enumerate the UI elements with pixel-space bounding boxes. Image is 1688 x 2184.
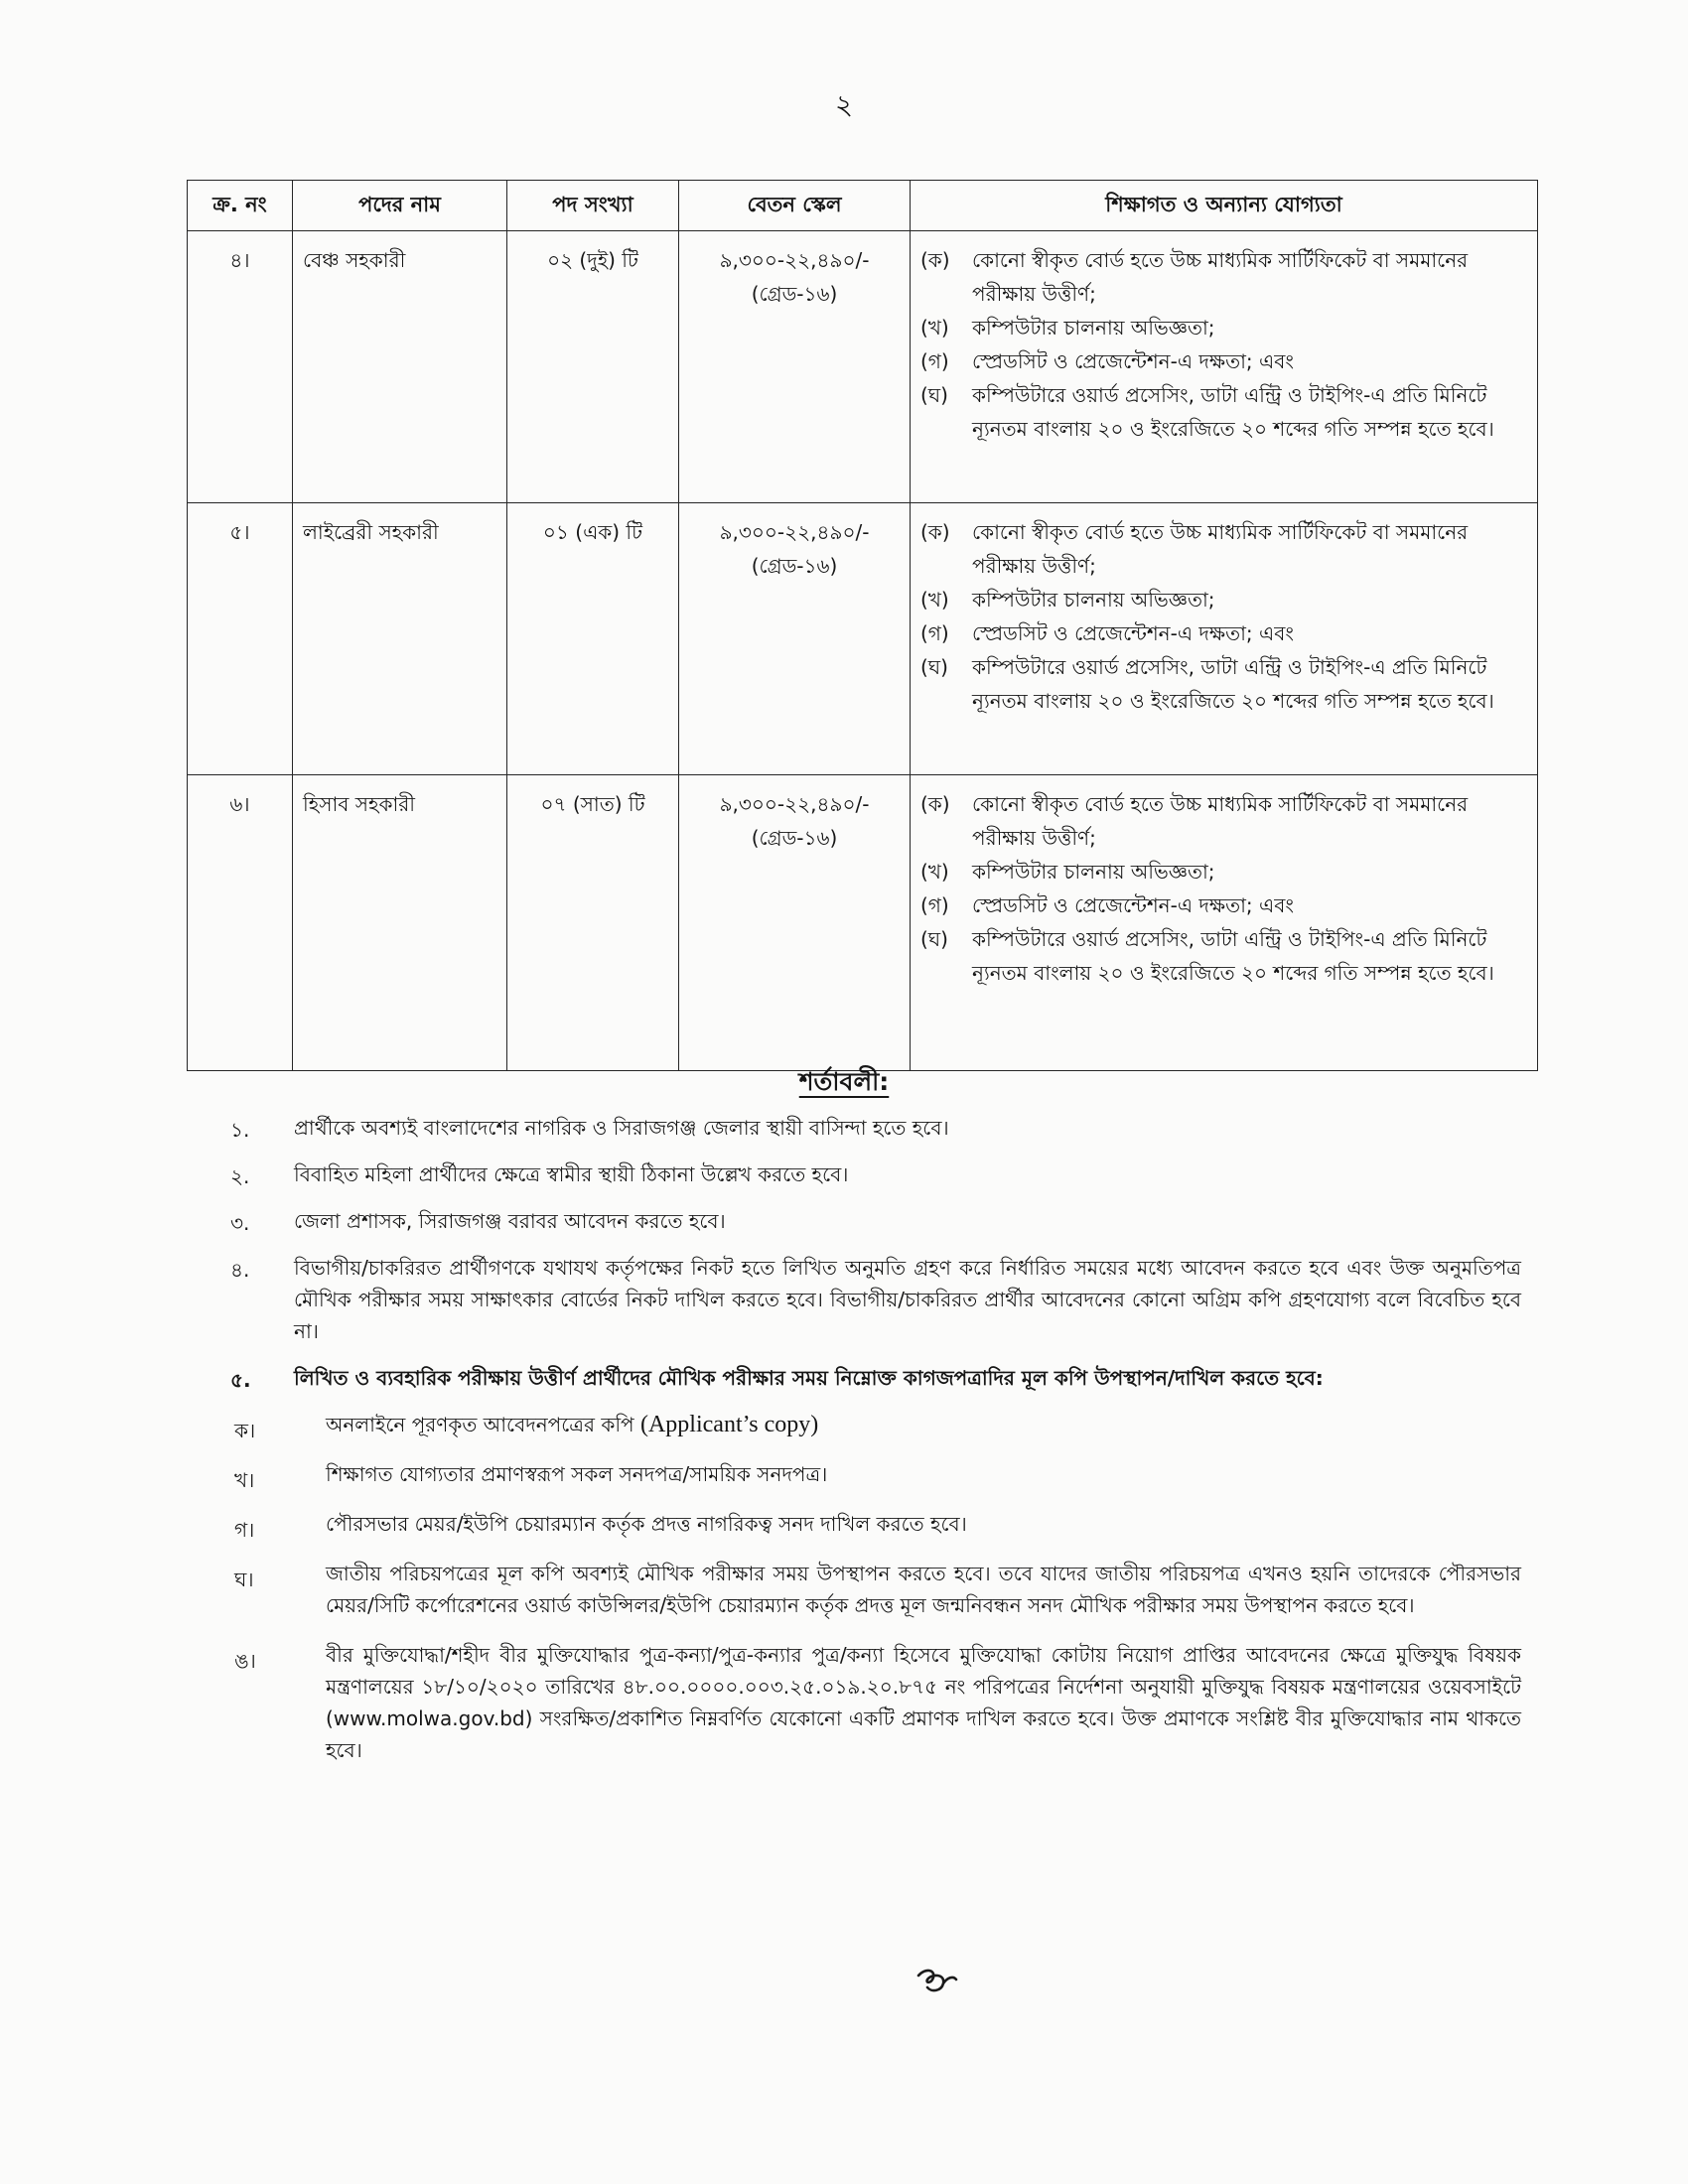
- table-row: [188, 231, 1538, 503]
- condition-item: [230, 1252, 1521, 1347]
- cell-serial: ৪।: [188, 231, 293, 503]
- qualification-mark: (ক): [920, 248, 950, 272]
- cell-post-name: বেঞ্চ সহকারী: [293, 231, 507, 503]
- qualification-text: স্প্রেডসিট ও প্রেজেন্টেশন-এ দক্ষতা; এবং: [972, 621, 1294, 645]
- qualification-text: কোনো স্বীকৃত বোর্ড হতে উচ্চ মাধ্যমিক সার্টিফিকেট বা সমমানের পরীক্ষায় উত্তীর্ণ;: [972, 520, 1469, 578]
- qualification-mark: (খ): [920, 588, 949, 612]
- condition-number: ২.: [230, 1164, 250, 1188]
- cell-pay-scale: [679, 503, 911, 775]
- qualification-text: কম্পিউটার চালনায় অভিজ্ঞতা;: [972, 588, 1215, 612]
- qualification-text: কোনো স্বীকৃত বোর্ড হতে উচ্চ মাধ্যমিক সার্টিফিকেট বা সমমানের পরীক্ষায় উত্তীর্ণ;: [972, 792, 1469, 850]
- table-row: [188, 503, 1538, 775]
- pay-scale-range: ৯,৩০০-২২,৪৯০/-: [719, 520, 870, 544]
- qualification-item: [920, 378, 1527, 446]
- condition-text: জেলা প্রশাসক, সিরাজগঞ্জ বরাবর আবেদন করতে হবে।: [294, 1209, 726, 1233]
- qualification-mark: (গ): [920, 893, 949, 917]
- cell-post-name: হিসাব সহকারী: [293, 775, 507, 1071]
- cell-qualification: [911, 231, 1538, 503]
- qualification-text: কোনো স্বীকৃত বোর্ড হতে উচ্চ মাধ্যমিক সার্টিফিকেট বা সমমানের পরীক্ষায় উত্তীর্ণ;: [972, 248, 1469, 306]
- qualification-text: স্প্রেডসিট ও প্রেজেন্টেশন-এ দক্ষতা; এবং: [972, 349, 1294, 373]
- document-text: শিক্ষাগত যোগ্যতার প্রমাণস্বরূপ সকল সনদপত্র/সাময়িক সনদপত্র।: [326, 1462, 828, 1486]
- pay-scale-range: ৯,৩০০-২২,৪৯০/-: [719, 248, 870, 272]
- condition-text: প্রার্থীকে অবশ্যই বাংলাদেশের নাগরিক ও সিরাজগঞ্জ জেলার স্থায়ী বাসিন্দা হতে হবে।: [294, 1116, 949, 1140]
- qualification-text: কম্পিউটার চালনায় অভিজ্ঞতা;: [972, 316, 1215, 340]
- qualification-item: [920, 243, 1527, 311]
- cell-qualification: [911, 503, 1538, 775]
- pay-grade: (গ্রেড-১৬): [751, 826, 838, 850]
- qualification-list: [920, 515, 1527, 718]
- condition-item: [230, 1362, 1521, 1394]
- qualification-item: [920, 616, 1527, 650]
- condition-item: [230, 1205, 1521, 1237]
- document-text: জাতীয় পরিচয়পত্রের মূল কপি অবশ্যই মৌখিক পরীক্ষার সময় উপস্থাপন করতে হবে। তবে যাদের জাতীয় পরিচয়পত্র এখনও হয়নি তাদেরকে পৌরসভার মেয়র/সিটি কর্পোরেশনের ওয়ার্ড কাউন্সিলর/ইউপি চেয়ারম্যান কর্তৃক প্রদত্ত মূল জন্মনিবন্ধন সনদ মৌখিক পরীক্ষার সময় উপস্থাপন করতে হবে।: [326, 1562, 1521, 1617]
- pay-scale-range: ৯,৩০০-২২,৪৯০/-: [719, 792, 870, 816]
- document-item: [230, 1508, 1521, 1540]
- document-letter: ঘ।: [234, 1568, 254, 1591]
- header-qualification: শিক্ষাগত ও অন্যান্য যোগ্যতা: [911, 181, 1538, 231]
- conditions-list: [230, 1112, 1521, 1784]
- header-pay-scale: বেতন স্কেল: [679, 181, 911, 231]
- qualification-item: [920, 888, 1527, 922]
- conditions-heading: শর্তাবলী:: [798, 1067, 890, 1096]
- document-text: বীর মুক্তিযোদ্ধা/শহীদ বীর মুক্তিযোদ্ধার পুত্র-কন্যা/পুত্র-কন্যার পুত্র/কন্যা হিসেবে মুক্তিযোদ্ধা কোটায় নিয়োগ প্রাপ্তির আবেদনের ক্ষেত্রে মুক্তিযুদ্ধ বিষয়ক মন্ত্রণালয়ের ১৮/১০/২০২০ তারিখের ৪৮.০০.০০০০.০০৩.২৫.০১৯.২০.৮৭৫ নং পরিপত্রের নির্দেশনা অনুযায়ী মুক্তিযুদ্ধ বিষয়ক মন্ত্রণালয়ের ওয়েবসাইটে (www.molwa.gov.bd) সংরক্ষিত/প্রকাশিত নিম্নবর্ণিত যেকোনো একটি প্রমাণক দাখিল করতে হবে। উক্ত প্রমাণকে সংশ্লিষ্ট বীর মুক্তিযোদ্ধার নাম থাকতে হবে।: [326, 1643, 1522, 1762]
- condition-number: ১.: [230, 1118, 250, 1142]
- document-item: [230, 1639, 1521, 1766]
- qualification-item: [920, 787, 1527, 855]
- cell-serial: ৫।: [188, 503, 293, 775]
- document-item: [230, 1558, 1521, 1621]
- condition-item: [230, 1159, 1521, 1190]
- condition-item: [230, 1112, 1521, 1144]
- handwritten-signature-mark: [915, 1966, 959, 1995]
- document-latin-text: (Applicant’s copy): [639, 1412, 819, 1437]
- document-letter: ক।: [234, 1419, 256, 1442]
- qualification-text: কম্পিউটারে ওয়ার্ড প্রসেসিং, ডাটা এন্ট্রি ও টাইপিং-এ প্রতি মিনিটে ন্যূনতম বাংলায় ২০ ও ইংরেজিতে ২০ শব্দের গতি সম্পন্ন হতে হবে।: [972, 927, 1494, 985]
- condition-text: বিভাগীয়/চাকরিরত প্রার্থীগণকে যথাযথ কর্তৃপক্ষের নিকট হতে লিখিত অনুমতি গ্রহণ করে নির্ধারিত সময়ের মধ্যে আবেদন করতে হবে এবং উক্ত অনুমতিপত্র মৌখিক পরীক্ষার সময় সাক্ষাৎকার বোর্ডের নিকট দাখিল করতে হবে। বিভাগীয়/চাকরিরত প্রার্থীর আবেদনের কোনো অগ্রিম কপি গ্রহণযোগ্য বলে বিবেচিত হবে না।: [294, 1256, 1521, 1343]
- qualification-item: [920, 650, 1527, 718]
- posts-table: [187, 180, 1538, 1071]
- qualification-item: [920, 344, 1527, 378]
- qualification-list: [920, 243, 1527, 446]
- cell-serial: ৬।: [188, 775, 293, 1071]
- cell-pay-scale: [679, 231, 911, 503]
- document-item: [230, 1409, 1521, 1440]
- document-letter: গ।: [234, 1518, 255, 1542]
- page-number: ২: [834, 88, 854, 121]
- qualification-mark: (খ): [920, 316, 949, 340]
- qualification-item: [920, 855, 1527, 888]
- qualification-text: কম্পিউটার চালনায় অভিজ্ঞতা;: [972, 860, 1215, 884]
- document-item: [230, 1458, 1521, 1490]
- cell-post-name: লাইব্রেরী সহকারী: [293, 503, 507, 775]
- header-serial: ক্র. নং: [188, 181, 293, 231]
- header-post-name: পদের নাম: [293, 181, 507, 231]
- pay-grade: (গ্রেড-১৬): [751, 282, 838, 306]
- document-letter: ঙ।: [234, 1649, 256, 1673]
- qualification-text: কম্পিউটারে ওয়ার্ড প্রসেসিং, ডাটা এন্ট্রি ও টাইপিং-এ প্রতি মিনিটে ন্যূনতম বাংলায় ২০ ও ইংরেজিতে ২০ শব্দের গতি সম্পন্ন হতে হবে।: [972, 383, 1494, 441]
- qualification-mark: (ক): [920, 520, 950, 544]
- document-text: অনলাইনে পূরণকৃত আবেদনপত্রের কপি: [326, 1413, 634, 1436]
- qualification-mark: (গ): [920, 621, 949, 645]
- qualification-mark: (ঘ): [920, 383, 948, 407]
- cell-pay-scale: [679, 775, 911, 1071]
- pay-grade: (গ্রেড-১৬): [751, 554, 838, 578]
- condition-number: ৫.: [230, 1368, 251, 1392]
- cell-qualification: [911, 775, 1538, 1071]
- qualification-text: কম্পিউটারে ওয়ার্ড প্রসেসিং, ডাটা এন্ট্রি ও টাইপিং-এ প্রতি মিনিটে ন্যূনতম বাংলায় ২০ ও ইংরেজিতে ২০ শব্দের গতি সম্পন্ন হতে হবে।: [972, 655, 1494, 713]
- cell-post-count: ০৭ (সাত) টি: [507, 775, 679, 1071]
- table-header-row: [188, 181, 1538, 231]
- condition-text: বিবাহিত মহিলা প্রার্থীদের ক্ষেত্রে স্বামীর স্থায়ী ঠিকানা উল্লেখ করতে হবে।: [294, 1162, 849, 1186]
- qualification-item: [920, 922, 1527, 990]
- qualification-text: স্প্রেডসিট ও প্রেজেন্টেশন-এ দক্ষতা; এবং: [972, 893, 1294, 917]
- qualification-mark: (খ): [920, 860, 949, 884]
- posts-table-body: [188, 231, 1538, 1071]
- table-row: [188, 775, 1538, 1071]
- qualification-mark: (ঘ): [920, 927, 948, 951]
- qualification-mark: (ঘ): [920, 655, 948, 679]
- qualification-list: [920, 787, 1527, 990]
- document-text: পৌরসভার মেয়র/ইউপি চেয়ারম্যান কর্তৃক প্রদত্ত নাগরিকত্ব সনদ দাখিল করতে হবে।: [326, 1512, 967, 1536]
- qualification-item: [920, 515, 1527, 583]
- document-letter: খ।: [234, 1468, 255, 1492]
- condition-number: ৩.: [230, 1211, 250, 1235]
- header-post-count: পদ সংখ্যা: [507, 181, 679, 231]
- qualification-item: [920, 583, 1527, 616]
- condition-number: ৪.: [230, 1258, 250, 1282]
- qualification-item: [920, 311, 1527, 344]
- cell-post-count: ০২ (দুই) টি: [507, 231, 679, 503]
- qualification-mark: (ক): [920, 792, 950, 816]
- qualification-mark: (গ): [920, 349, 949, 373]
- condition-text: লিখিত ও ব্যবহারিক পরীক্ষায় উত্তীর্ণ প্রার্থীদের মৌখিক পরীক্ষার সময় নিম্নোক্ত কাগজপত্রাদির মূল কপি উপস্থাপন/দাখিল করতে হবে:: [294, 1366, 1324, 1390]
- cell-post-count: ০১ (এক) টি: [507, 503, 679, 775]
